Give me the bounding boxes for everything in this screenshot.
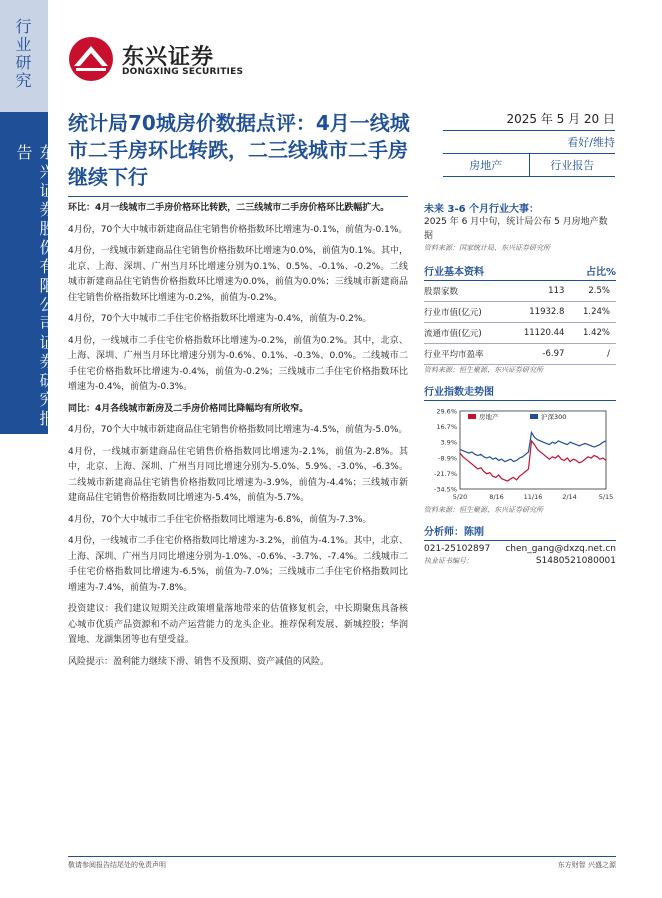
stat-value: 113 [506,281,570,302]
paragraph: 环比：4月一线城市二手房价格环比转跌，二三线城市二手房价格环比跌幅扩大。 [68,203,390,213]
stat-pct: 1.42% [570,323,616,344]
y-tick-label: -34.5% [434,485,457,494]
y-tick-label: -21.7% [434,469,457,478]
series-line [460,432,606,461]
legend-label: 房地产 [479,413,499,421]
stats-table [424,281,616,365]
table-row [424,323,616,344]
page-footer [68,856,616,870]
sidebar-category-band [0,0,48,112]
chart-source: 资料来源：恒生聚源、东兴证券研究所 [424,506,543,514]
table-row [424,281,616,302]
brand-name: 东兴证券 [122,45,215,70]
stat-pct: 2.5% [570,281,616,302]
x-tick-label: 11/16 [523,493,543,501]
chart-title: 行业指数走势图 [424,387,494,398]
paragraph: 4月份，70个大中城市新建商品住宅销售价格指数环比增速为-0.1%，前值为-0.1%。 [68,224,408,235]
x-tick-label: 2/14 [562,493,577,501]
report-tags [443,154,615,177]
x-tick-label: 5/20 [452,493,468,501]
paragraph: 4月份，70个大中城市新建商品住宅销售价格指数同比增速为-4.5%，前值为-5.0%。 [68,425,408,435]
paragraph: 4月份，一线城市二手住宅价格指数环比增速为-0.2%，前值为0.2%。其中，北京、上海、深圳、广州当月环比增速分别为-0.6%、0.1%、-0.3%、0.0%。二线城市二手住宅价格指数环比增速为-0.4%，前值为-0.2%；三线城市二手住宅价格指数环比增速为-0.4%，前值为-0.3%。 [68,335,408,392]
analyst-license: S1480521080001 [535,556,616,566]
y-tick-label: 16.7% [436,423,457,432]
report-info-box [443,110,615,177]
analyst-license-label: 执业证书编号： [424,557,473,565]
y-tick-label: 29.6% [436,407,457,416]
events-title: 未来 3-6 个月行业大事： [424,204,540,215]
analyst-title: 分析师：陈刚 [424,527,484,538]
stat-label: 行业市值(亿元) [424,302,506,323]
series-line [460,441,606,481]
analyst-contact [424,544,616,554]
stat-pct: / [570,344,616,365]
events-source: 资料来源：国家统计局、东兴证券研究所 [424,244,550,252]
sidebar-company-band [0,112,56,434]
analyst-header [424,523,616,541]
footer-disclaimer: 敬请参阅报告结尾处的免责声明 [68,861,166,869]
analyst-email: chen_gang@dxzq.net.cn [505,544,616,554]
paragraph: 4月份，一线城市新建商品住宅销售价格指数同比增速为-2.1%，前值为-2.8%。其中，北京、上海、深圳、广州当月同比增速分别为-5.0%、5.9%、-3.0%、-6.3%。二线城市新建商品住宅销售价格指数同比增速为-3.9%，前值为-4.4%；三线城市新建商品住宅销售价格指数同比增速为-5.4%，前值为-5.7%。 [68,446,408,503]
x-tick-label: 5/15 [598,493,614,501]
analyst-license-row [424,556,616,566]
stats-title: 行业基本资料 [424,267,484,278]
brand-name-en: DONGXING SECURITIES [122,67,244,77]
legend-label: 沪深300 [541,413,567,421]
table-row [424,344,616,365]
report-type-tag: 行业报告 [550,159,595,172]
table-row [424,302,616,323]
paragraph: 4月份，70个大中城市二手住宅价格指数环比增速为-0.4%，前值为-0.2%。 [68,314,372,324]
stat-label: 行业平均市盈率 [424,344,506,365]
analyst-phone: 021-25102897 [424,544,491,554]
plot-frame [460,411,606,489]
report-rating: 看好/维持 [443,131,615,154]
stat-value: 11932.8 [506,302,570,323]
paragraph: 同比：4月各线城市新房及二手房价格同比降幅均有所收窄。 [68,403,309,414]
risk-warning: 风险提示：盈利能力继续下滑、销售不及预期、资产减值的风险。 [68,656,330,667]
stat-label: 股票家数 [424,281,506,302]
stat-value: 11120.44 [506,323,570,344]
sidebar-company-label: 东兴证券股份有限公司证券研究报告 [14,144,56,429]
paragraph: 4月份，一线城市新建商品住宅销售价格指数环比增速为0.0%，前值为0.1%。其中，北京、上海、深圳、广州当月环比增速分别为0.1%、0.5%、-0.1%、-0.2%。二线城市新建商品住宅销售价格指数环比增速为0.0%，前值为0.0%；三线城市新建商品住宅销售价格指数环比增速为-0.2%，前值为-0.2%。 [68,246,408,303]
stats-share-header: 占比% [585,267,616,278]
brand-logo [68,36,298,82]
x-tick-label: 8/16 [489,493,504,501]
report-date: 2025 年 5 月 20 日 [443,110,615,131]
sidebar-panel [424,200,616,566]
chart-header [424,383,616,401]
stats-source: 资料来源：恒生聚源、东兴证券研究所 [424,366,543,374]
y-tick-label: 3.9% [440,438,457,447]
brand-emblem-icon [68,36,114,82]
stat-value: -6.97 [506,344,570,365]
report-title: 统计局70城房价数据点评：4月一线城市二手房环比转跌，二三线城市二手房继续下行 [68,111,410,189]
sidebar-category-label: 行业研究 [13,18,32,90]
paragraph: 4月份，一线城市二手住宅价格指数同比增速为-3.2%，前值为-4.1%。其中，北京、上海、深圳、广州当月同比增速分别为-1.0%、-0.6%、-3.7%、-7.4%。二线城市二手住宅价格指数同比增速为-6.5%，前值为-7.0%；三线城市二手住宅价格指数同比增速为-7.4%，前值为-7.8%。 [68,536,408,593]
industry-tag: 房地产 [443,154,530,176]
stats-header [424,263,616,281]
stat-pct: 1.24% [570,302,616,323]
paragraph: 4月份，70个大中城市二手住宅价格指数同比增速为-6.8%，前值为-7.3%。 [68,514,372,525]
legend-swatch [468,414,476,419]
events-text: 2025 年 6 月中旬，统计局公布 5 月房地产数据 [424,217,608,241]
footer-slogan: 东方财智 兴盛之源 [557,861,616,869]
report-body [68,196,408,676]
legend-swatch [530,414,538,419]
investment-advice: 投资建议：我们建议短期关注政策增量落地带来的估值修复机会，中长期聚焦具备核心城市优质产品资源和不动产运营能力的龙头企业。推荐保利发展、新城控股；华润置地、龙湖集团等也有望受益。 [68,604,408,645]
stat-label: 流通市值(亿元) [424,323,506,344]
y-tick-label: -8.9% [438,454,457,463]
index-trend-chart [424,405,616,505]
